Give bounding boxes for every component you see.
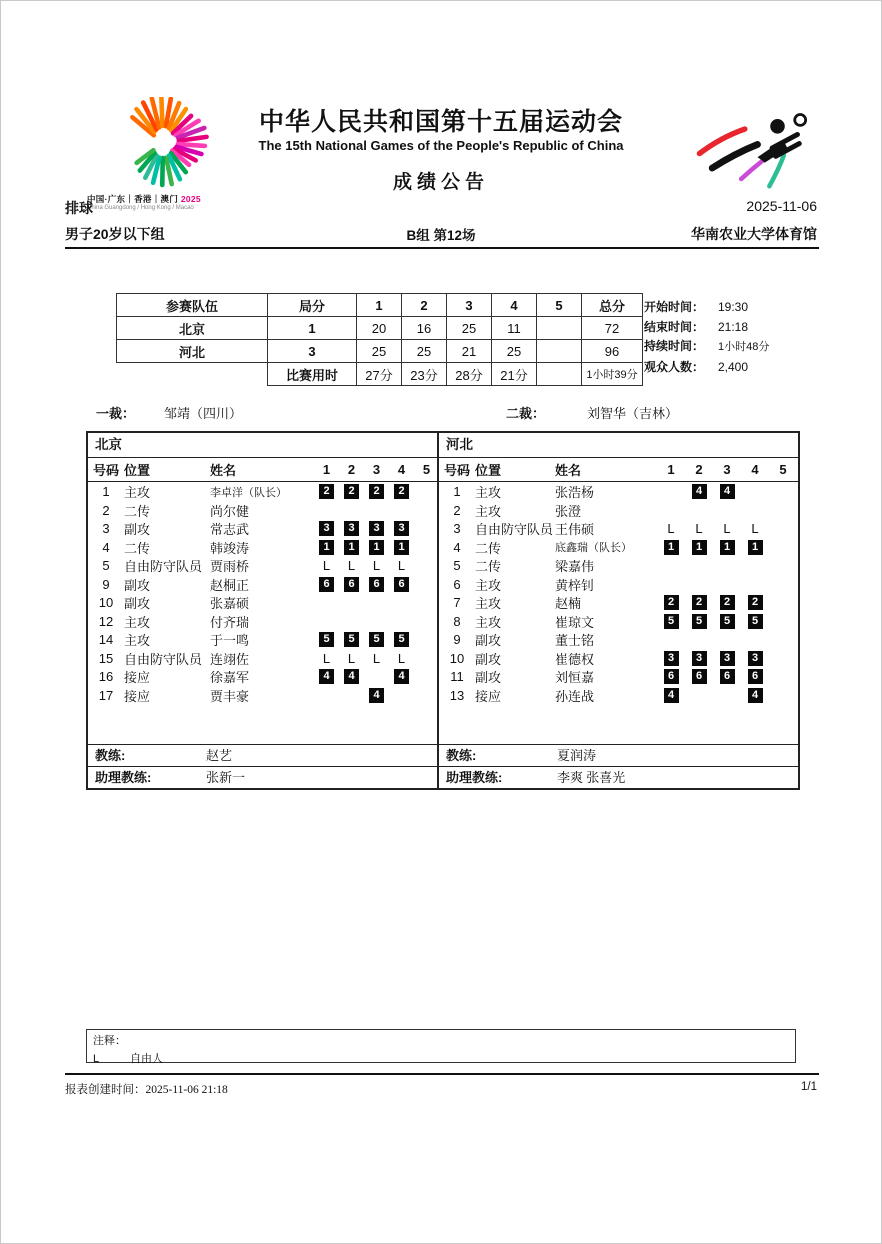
- libero-mark: L: [322, 558, 331, 573]
- libero-mark: L: [372, 558, 381, 573]
- team1-name: 北京: [117, 317, 268, 340]
- score-header-set3: 3: [447, 294, 492, 317]
- lineup-position-badge: 1: [748, 540, 763, 555]
- score-header-sets-won: 局分: [268, 294, 357, 317]
- player-name: 底鑫瑞（队长）: [555, 542, 632, 554]
- lineup-position-badge: 6: [748, 669, 763, 684]
- team1-sets-won: 1: [268, 317, 357, 340]
- libero-mark: L: [723, 521, 731, 536]
- venue-label: 华南农业大学体育馆: [691, 226, 817, 242]
- lineup-position-badge: 4: [344, 669, 359, 684]
- lineup-position-badge: 5: [319, 632, 334, 647]
- lineup-position-badge: 3: [664, 651, 679, 666]
- lineup-position-badge: 4: [664, 688, 679, 703]
- duration-set2: 23分: [402, 363, 447, 386]
- team2-set3: 21: [447, 340, 492, 363]
- score-header-row: [117, 294, 643, 317]
- player-name: 赵桐正: [210, 577, 250, 593]
- libero-mark: L: [397, 558, 406, 573]
- duration-row: [117, 363, 643, 386]
- team2-set1: 25: [357, 340, 402, 363]
- player-name: 尚尔健: [210, 503, 250, 519]
- match-label: B组 第12场: [406, 228, 476, 243]
- lineup-position-badge: 6: [692, 669, 707, 684]
- team2-set4: 25: [492, 340, 537, 363]
- roster-team1: [88, 433, 439, 788]
- libero-mark: L: [695, 521, 703, 536]
- duration-set3: 28分: [447, 363, 492, 386]
- match-info-block: [644, 298, 769, 377]
- score-header-teams: 参赛队伍: [117, 294, 268, 317]
- libero-mark: L: [667, 521, 675, 536]
- player-row: 2 主攻 张澄: [439, 501, 798, 520]
- team1-assistant-row: 助理教练: 张新一: [88, 766, 437, 788]
- team1-player-list: [88, 482, 437, 704]
- lineup-position-badge: 3: [369, 521, 384, 536]
- duration-total: 1小时39分: [582, 363, 643, 386]
- notes-title: 注释：: [93, 1035, 126, 1047]
- player-name: 张澄: [555, 503, 582, 519]
- score-header-set5: 5: [537, 294, 582, 317]
- player-name: 付齐瑞: [210, 614, 250, 630]
- lineup-position-badge: 3: [692, 651, 707, 666]
- lineup-position-badge: 2: [720, 595, 735, 610]
- libero-mark: L: [347, 650, 356, 666]
- player-row: 11 副攻 刘恒嘉 6 6 6 6: [439, 667, 798, 686]
- player-name: 刘恒嘉: [555, 670, 595, 685]
- volleyball-pictogram: [694, 107, 812, 196]
- player-row: 9 副攻 董士铭: [439, 630, 798, 649]
- lineup-position-badge: 2: [319, 484, 334, 499]
- libero-mark: L: [372, 650, 381, 666]
- team1-set4: 11: [492, 317, 537, 340]
- team1-total: 72: [582, 317, 643, 340]
- player-row: 7 主攻 赵楠 2 2 2 2: [439, 593, 798, 612]
- score-row-team2: [117, 340, 643, 363]
- lineup-position-badge: 4: [394, 669, 409, 684]
- page-number: 1/1: [801, 1081, 817, 1093]
- lineup-position-badge: 5: [720, 614, 735, 629]
- team1-coach-row: 教练: 赵艺: [88, 744, 437, 766]
- player-row: 3 自由防守队员 王伟硕 L L L L: [453, 521, 759, 537]
- note-item: [93, 1050, 789, 1066]
- lineup-position-badge: 5: [692, 614, 707, 629]
- page-title-en: The 15th National Games of the People's Republic of China: [258, 138, 624, 153]
- score-header-total: 总分: [582, 294, 643, 317]
- team2-roster-title: 河北: [439, 433, 798, 458]
- footer-line: [65, 1081, 817, 1097]
- team2-name: 河北: [117, 340, 268, 363]
- lineup-position-badge: 6: [664, 669, 679, 684]
- lineup-position-badge: 5: [369, 632, 384, 647]
- lineup-position-badge: 5: [664, 614, 679, 629]
- duration-set4: 21分: [492, 363, 537, 386]
- score-header-set1: 1: [357, 294, 402, 317]
- score-header-set2: 2: [402, 294, 447, 317]
- roster-box: [86, 431, 800, 790]
- lineup-position-badge: 1: [319, 540, 334, 555]
- player-name: 连翊佐: [210, 651, 250, 667]
- player-row: 4 二传 韩竣涛 1 1 1 1: [88, 538, 437, 557]
- player-name: 董士铭: [555, 633, 595, 648]
- lineup-position-badge: 3: [344, 521, 359, 536]
- duration-set1: 27分: [357, 363, 402, 386]
- page-title-cn: 中华人民共和国第十五届运动会: [258, 108, 623, 136]
- report-created-time: 报表创建时间：2025-11-06 21:18: [65, 1084, 228, 1096]
- player-name: 孙连战: [555, 688, 595, 704]
- player-row: 15 自由防守队员 连翊佐 L L L L: [98, 650, 406, 667]
- libero-mark: L: [397, 650, 406, 666]
- lineup-position-badge: 6: [319, 577, 334, 592]
- document-title: 成绩公告: [392, 172, 489, 193]
- player-name: 黄梓钊: [555, 577, 595, 593]
- player-name: 崔德权: [555, 651, 595, 667]
- group-label: 男子20岁以下组: [65, 226, 165, 242]
- volleyball-player-icon: [694, 107, 812, 191]
- player-row: 2 二传 尚尔健: [88, 501, 437, 520]
- player-name: 韩竣涛: [210, 540, 250, 556]
- lineup-position-badge: 2: [664, 595, 679, 610]
- libero-mark: L: [322, 650, 331, 666]
- lineup-position-badge: 1: [664, 540, 679, 555]
- duration-label: 比赛用时: [268, 363, 357, 386]
- player-name: 张嘉硕: [210, 596, 250, 611]
- referees-line: [1, 403, 881, 421]
- player-row: 3 副攻 常志武 3 3 3 3: [88, 519, 437, 538]
- player-row: 8 主攻 崔琼文 5 5 5 5: [439, 612, 798, 631]
- player-row: 17 接应 贾丰豪 4: [88, 686, 437, 705]
- lineup-position-badge: 3: [748, 651, 763, 666]
- lineup-position-badge: 2: [369, 484, 384, 499]
- player-row: 4 二传 底鑫瑞（队长） 1 1 1 1: [439, 538, 798, 557]
- lineup-position-badge: 1: [692, 540, 707, 555]
- score-table: [116, 293, 643, 386]
- sport-label: 排球: [65, 200, 93, 216]
- player-row: 1 主攻 张浩杨 4 4: [439, 482, 798, 501]
- lineup-position-badge: 5: [748, 614, 763, 629]
- lineup-position-badge: 5: [394, 632, 409, 647]
- player-row: 10 副攻 崔德权 3 3 3 3: [439, 649, 798, 668]
- roster-team2: [439, 433, 798, 788]
- player-row: 16 接应 徐嘉军 4 4 4: [88, 667, 437, 686]
- info-end-time: 结束时间： 21:18: [644, 319, 749, 334]
- lineup-position-badge: 1: [344, 540, 359, 555]
- note-key: L: [93, 1053, 100, 1065]
- player-name: 赵楠: [555, 596, 582, 611]
- second-referee-name: 刘智华（吉林）: [587, 406, 679, 421]
- lineup-position-badge: 3: [319, 521, 334, 536]
- lineup-position-badge: 6: [344, 577, 359, 592]
- team2-sets-won: 3: [268, 340, 357, 363]
- team1-set3: 25: [447, 317, 492, 340]
- first-referee-name: 邹靖（四川）: [164, 406, 243, 421]
- info-start-time: 开始时间： 19:30: [644, 300, 749, 314]
- player-name: 张浩杨: [555, 485, 595, 500]
- team1-roster-header: 号码 位置 姓名 1 2 3 4 5: [88, 458, 437, 482]
- score-row-team1: [117, 317, 643, 340]
- team2-coach-row: 教练: 夏润涛: [439, 744, 798, 766]
- lineup-position-badge: 6: [394, 577, 409, 592]
- player-name: 贾丰豪: [210, 688, 250, 704]
- player-row: 13 接应 孙连战 4 4: [439, 686, 798, 705]
- player-row: 6 主攻 黄梓钊: [439, 575, 798, 594]
- info-duration: 持续时间： 1小时48分: [644, 339, 770, 353]
- player-name: 梁嘉伟: [555, 559, 595, 574]
- header-divider: [65, 247, 819, 249]
- lineup-position-badge: 1: [720, 540, 735, 555]
- lineup-position-badge: 3: [394, 521, 409, 536]
- player-row: 5 二传 梁嘉伟: [439, 556, 798, 575]
- lineup-position-badge: 5: [344, 632, 359, 647]
- lineup-position-badge: 4: [319, 669, 334, 684]
- duration-empty-cell: [117, 363, 268, 386]
- lineup-position-badge: 6: [369, 577, 384, 592]
- player-row: 10 副攻 张嘉硕: [88, 593, 437, 612]
- player-row: 1 主攻 李卓洋（队长） 2 2 2 2: [88, 482, 437, 501]
- player-name: 徐嘉军: [210, 670, 250, 685]
- team1-set5: [537, 317, 582, 340]
- player-name: 李卓洋（队长）: [210, 486, 287, 499]
- player-row: 12 主攻 付齐瑞: [88, 612, 437, 631]
- lineup-position-badge: 4: [748, 688, 763, 703]
- meta-row-2: [65, 224, 817, 242]
- lineup-position-badge: 2: [692, 595, 707, 610]
- meta-row-1: [65, 198, 817, 216]
- player-name: 王伟硕: [555, 522, 595, 537]
- lineup-position-badge: 4: [692, 484, 707, 499]
- team1-set2: 16: [402, 317, 447, 340]
- lineup-position-badge: 2: [394, 484, 409, 499]
- lineup-position-badge: 4: [369, 688, 384, 703]
- logo-wordmark-cn: 中国·广东｜香港｜澳门 2025: [87, 194, 201, 204]
- duration-set5: [537, 363, 582, 386]
- team2-set5: [537, 340, 582, 363]
- team2-player-list: [439, 482, 798, 704]
- lineup-position-badge: 6: [720, 669, 735, 684]
- lineup-position-badge: 2: [344, 484, 359, 499]
- team2-assistant-row: 助理教练: 李爽 张喜光: [439, 766, 798, 788]
- player-name: 于一鸣: [210, 633, 250, 648]
- lineup-position-badge: 3: [720, 651, 735, 666]
- player-name: 贾雨桥: [210, 559, 250, 574]
- lineup-position-badge: 4: [720, 484, 735, 499]
- note-value: 自由人: [130, 1053, 164, 1065]
- logo-wordmark-en: China Guangdong / Hong Kong / Macao: [87, 205, 194, 211]
- team2-roster-header: 号码 位置 姓名 1 2 3 4 5: [439, 458, 798, 482]
- score-header-set4: 4: [492, 294, 537, 317]
- team2-total: 96: [582, 340, 643, 363]
- footer-divider: [65, 1073, 819, 1075]
- second-referee-label: 二裁：: [506, 406, 546, 421]
- info-attendance: 观众人数： 2,400: [644, 359, 749, 374]
- player-row: 9 副攻 赵桐正 6 6 6 6: [88, 575, 437, 594]
- team2-set2: 25: [402, 340, 447, 363]
- player-name: 崔琼文: [555, 614, 595, 630]
- first-referee-label: 一裁：: [96, 406, 136, 421]
- team1-roster-title: 北京: [88, 433, 437, 458]
- player-name: 常志武: [210, 522, 250, 537]
- player-row: 5 自由防守队员 贾雨桥 L L L L: [102, 558, 406, 574]
- team1-set1: 20: [357, 317, 402, 340]
- match-date: 2025-11-06: [746, 198, 817, 214]
- libero-mark: L: [751, 521, 759, 536]
- lineup-position-badge: 1: [394, 540, 409, 555]
- lineup-position-badge: 1: [369, 540, 384, 555]
- player-row: 14 主攻 于一鸣 5 5 5 5: [88, 630, 437, 649]
- libero-mark: L: [347, 558, 356, 573]
- lineup-position-badge: 2: [748, 595, 763, 610]
- notes-box: [86, 1029, 796, 1063]
